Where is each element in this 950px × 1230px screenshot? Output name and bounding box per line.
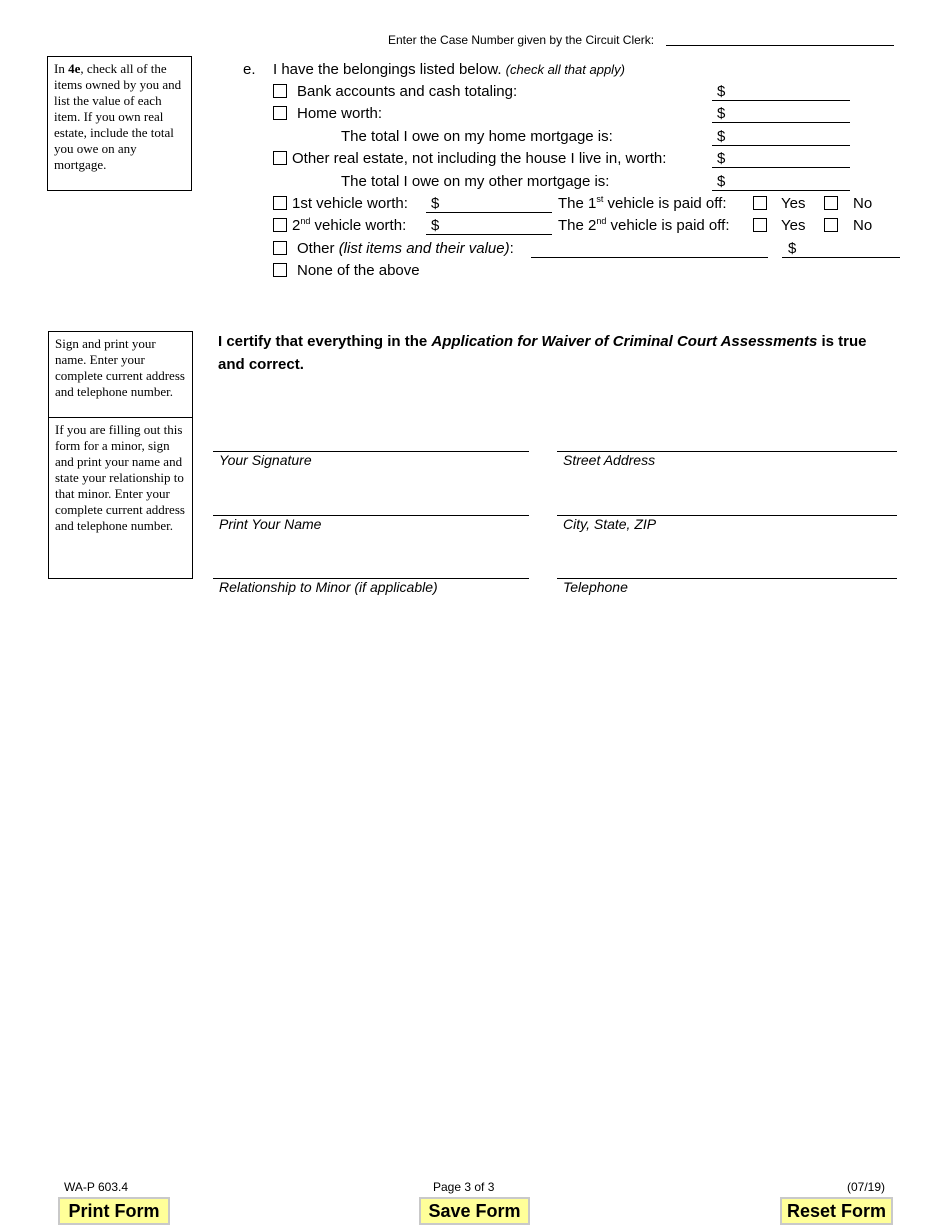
street-address-label: Street Address xyxy=(563,452,656,468)
other-items-amount-field[interactable] xyxy=(782,241,900,258)
certify-pre: I certify that everything in the xyxy=(218,333,432,350)
vehicle2-paid-label xyxy=(558,217,730,234)
vehicle2-paid-sup: nd xyxy=(596,216,607,226)
other-real-estate-checkbox[interactable] xyxy=(273,151,287,165)
other-mortgage-dollar: $ xyxy=(717,173,726,190)
street-address-field[interactable] xyxy=(557,435,897,452)
save-form-button[interactable]: Save Form xyxy=(419,1197,530,1225)
page-number: Page 3 of 3 xyxy=(433,1180,495,1194)
home-mortgage-label: The total I owe on my home mortgage is: xyxy=(341,128,613,145)
bank-amount-field[interactable] xyxy=(712,84,850,101)
form-id: WA-P 603.4 xyxy=(64,1180,129,1194)
vehicle1-paid-label xyxy=(558,195,727,212)
relationship-field[interactable] xyxy=(213,562,529,579)
none-checkbox[interactable] xyxy=(273,263,287,277)
home-checkbox[interactable] xyxy=(273,106,287,120)
vehicle2-amount-field[interactable] xyxy=(426,218,552,235)
other-real-estate-label: Other real estate, not including the house I live in, worth: xyxy=(292,150,667,167)
vehicle1-paid-post: vehicle is paid off: xyxy=(603,195,727,212)
telephone-field[interactable] xyxy=(557,562,897,579)
other-items-colon: : xyxy=(509,240,514,257)
print-name-label: Print Your Name xyxy=(219,516,322,532)
case-number-field[interactable] xyxy=(666,30,894,46)
sidebar-note-minor: If you are filling out this form for a minor, sign and print your name and state your relationship to that minor. Enter your complete current address and telephone number. xyxy=(48,417,193,579)
other-items-label xyxy=(297,240,514,257)
vehicle1-yes-checkbox[interactable] xyxy=(753,196,767,210)
print-name-field[interactable] xyxy=(213,499,529,516)
home-dollar: $ xyxy=(717,105,726,122)
signature-label: Your Signature xyxy=(219,452,312,468)
reset-form-button[interactable]: Reset Form xyxy=(780,1197,893,1225)
vehicle1-label: 1st vehicle worth: xyxy=(292,195,408,212)
other-items-note: (list items and their value) xyxy=(338,240,510,257)
relationship-label: Relationship to Minor (if applicable) xyxy=(219,579,438,595)
other-real-estate-dollar: $ xyxy=(717,150,726,167)
other-items-checkbox[interactable] xyxy=(273,241,287,255)
other-mortgage-amount-field[interactable] xyxy=(712,174,850,191)
sidebar-note-4e xyxy=(47,56,192,191)
vehicle2-label xyxy=(292,217,406,234)
city-state-zip-label: City, State, ZIP xyxy=(563,516,657,532)
vehicle1-checkbox[interactable] xyxy=(273,196,287,210)
vehicle2-paid-post: vehicle is paid off: xyxy=(606,217,730,234)
vehicle2-paid-pre: The 2 xyxy=(558,217,597,234)
none-label: None of the above xyxy=(297,262,420,279)
vehicle1-amount-field[interactable] xyxy=(426,196,552,213)
section-intro-note: (check all that apply) xyxy=(505,62,625,77)
other-mortgage-label: The total I owe on my other mortgage is: xyxy=(341,173,610,190)
bank-dollar: $ xyxy=(717,83,726,100)
vehicle2-label-post: vehicle worth: xyxy=(310,217,407,234)
vehicle2-checkbox[interactable] xyxy=(273,218,287,232)
vehicle1-paid-pre: The 1 xyxy=(558,195,597,212)
section-intro-text: I have the belongings listed below. xyxy=(273,61,502,78)
home-label: Home worth: xyxy=(297,105,383,122)
vehicle1-dollar: $ xyxy=(431,195,440,212)
sidebar-note-sign: Sign and print your name. Enter your complete current address and telephone number. xyxy=(48,331,193,418)
certify-statement xyxy=(218,330,868,376)
vehicle2-no-checkbox[interactable] xyxy=(824,218,838,232)
telephone-label: Telephone xyxy=(563,579,628,595)
city-state-zip-field[interactable] xyxy=(557,499,897,516)
vehicle2-yes-label: Yes xyxy=(781,217,806,234)
other-real-estate-amount-field[interactable] xyxy=(712,151,850,168)
certify-post: is true and correct. xyxy=(218,333,867,373)
note-4e-bold: 4e xyxy=(68,61,81,76)
section-intro xyxy=(273,61,625,78)
section-letter: e. xyxy=(243,61,256,78)
form-date: (07/19) xyxy=(847,1180,886,1194)
vehicle1-no-label: No xyxy=(853,195,873,212)
vehicle2-dollar: $ xyxy=(431,217,440,234)
note-4e-post: , check all of the items owned by you and list the value of each item. If you own real estate, include the total you owe on any mortgage. xyxy=(54,61,182,172)
vehicle2-label-sup: nd xyxy=(300,216,311,226)
bank-checkbox[interactable] xyxy=(273,84,287,98)
vehicle2-yes-checkbox[interactable] xyxy=(753,218,767,232)
other-items-dollar: $ xyxy=(788,240,797,257)
signature-field[interactable] xyxy=(213,435,529,452)
home-amount-field[interactable] xyxy=(712,106,850,123)
vehicle2-label-num: 2 xyxy=(292,217,301,234)
vehicle1-paid-sup: st xyxy=(596,194,604,204)
bank-label: Bank accounts and cash totaling: xyxy=(297,83,518,100)
other-items-description-field[interactable] xyxy=(531,241,768,258)
home-mortgage-amount-field[interactable] xyxy=(712,129,850,146)
other-items-label-text: Other xyxy=(297,240,339,257)
certify-title: Application for Waiver of Criminal Court Assessments xyxy=(431,333,818,350)
case-number-label: Enter the Case Number given by the Circuit Clerk: xyxy=(388,33,655,47)
vehicle1-no-checkbox[interactable] xyxy=(824,196,838,210)
vehicle1-yes-label: Yes xyxy=(781,195,806,212)
note-4e-pre: In xyxy=(54,61,69,76)
home-mortgage-dollar: $ xyxy=(717,128,726,145)
vehicle2-no-label: No xyxy=(853,217,873,234)
print-form-button[interactable]: Print Form xyxy=(58,1197,170,1225)
